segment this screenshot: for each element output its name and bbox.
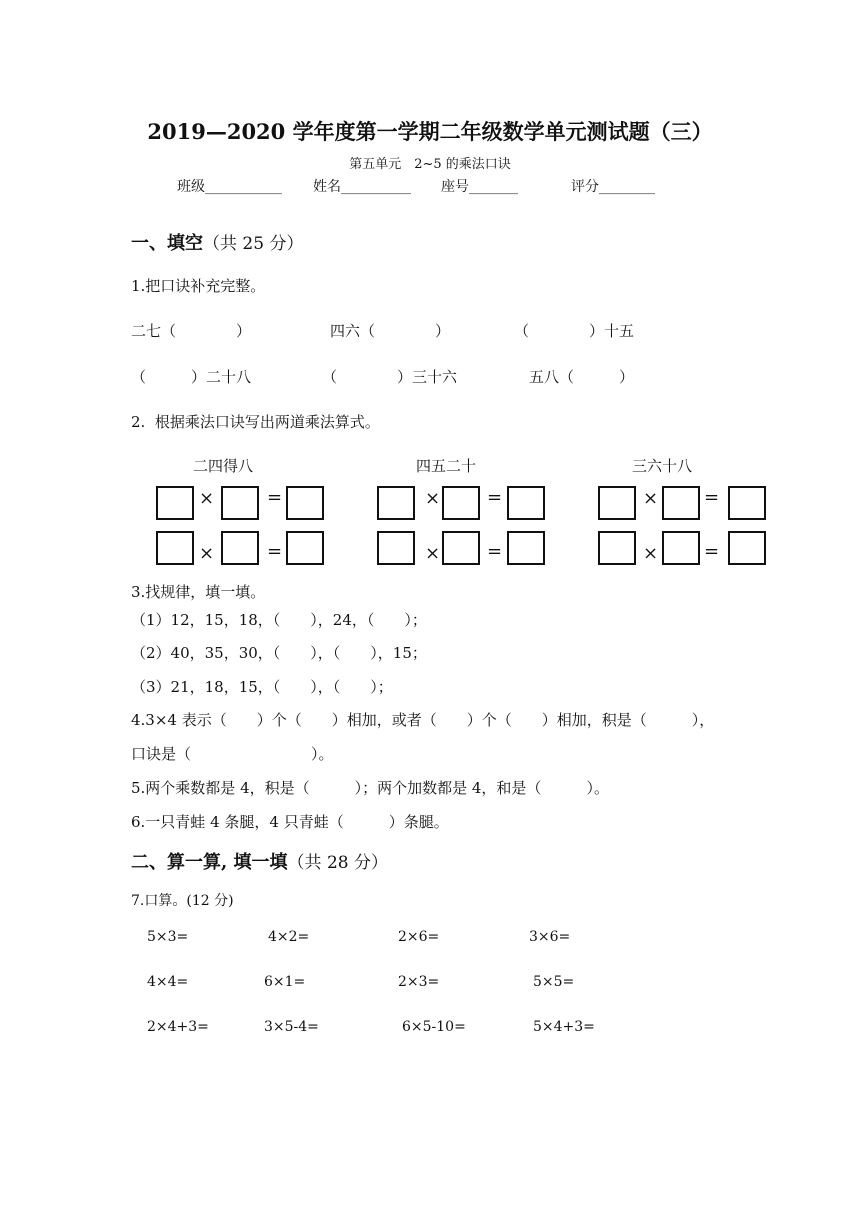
oral-calc-item[interactable]: 3×5-4= [264,1019,319,1035]
q3-item-1[interactable]: （1）12，15，18，（ ），24，（ ）； [131,611,427,629]
answer-box[interactable] [156,486,194,520]
answer-box[interactable] [507,531,545,565]
page-title: 2019—2020 学年度第一学期二年级数学单元测试题（三） [147,119,713,144]
times-sign: × [643,488,659,509]
answer-box[interactable] [728,531,766,565]
answer-box[interactable] [662,486,700,520]
name-field[interactable]: 姓名__________ [313,179,411,195]
oral-calc-item[interactable]: 6×5-10= [402,1019,466,1035]
oral-calc-item[interactable]: 6×1= [264,974,306,990]
unit-subtitle: 第五单元 2~5 的乘法口诀 [349,157,511,172]
times-sign: × [643,543,659,564]
equals-sign: = [704,487,720,508]
q1-blank-2[interactable]: 四六（ ） [330,322,451,340]
answer-box[interactable] [442,486,480,520]
q5[interactable]: 5.两个乘数都是 4，积是（ ）；两个加数都是 4，和是（ ）。 [131,779,609,797]
answer-box[interactable] [662,531,700,565]
answer-box[interactable] [286,486,324,520]
times-sign: × [199,488,215,509]
q4-line-2[interactable]: 口诀是（ ）。 [131,745,334,763]
oral-calc-item[interactable]: 4×4= [147,974,189,990]
answer-box[interactable] [442,531,480,565]
answer-box[interactable] [598,531,636,565]
times-sign: × [425,543,441,564]
answer-box[interactable] [377,486,415,520]
q1-blank-5[interactable]: （ ）三十六 [322,368,458,386]
seat-field[interactable]: 座号_______ [441,179,518,195]
answer-box[interactable] [156,531,194,565]
q3-prompt: 3.找规律，填一填。 [131,583,266,601]
q6[interactable]: 6.一只青蛙 4 条腿，4 只青蛙（ ）条腿。 [131,813,449,831]
equals-sign: = [267,541,283,562]
q1-blank-1[interactable]: 二七（ ） [131,322,252,340]
q7-prompt: 7.口算。(12 分) [131,893,234,909]
score-field[interactable]: 评分________ [571,179,655,195]
q1-blank-6[interactable]: 五八（ ） [529,368,635,386]
oral-calc-item[interactable]: 5×3= [147,929,189,945]
q1-prompt: 1.把口诀补充完整。 [131,277,266,295]
oral-calc-item[interactable]: 2×3= [398,974,440,990]
oral-calc-item[interactable]: 3×6= [529,929,571,945]
q3-item-2[interactable]: （2）40，35，30，（ ），（ ），15； [131,644,427,662]
section-2-heading: 二、算一算, 填一填（共 28 分） [131,852,388,873]
equals-sign: = [487,541,503,562]
times-sign: × [199,543,215,564]
oral-calc-item[interactable]: 2×6= [398,929,440,945]
q2-prompt: 2. 根据乘法口诀写出两道乘法算式。 [131,413,380,431]
equals-sign: = [704,541,720,562]
section-1-heading: 一、填空（共 25 分） [131,233,304,254]
answer-box[interactable] [221,486,259,520]
answer-box[interactable] [286,531,324,565]
oral-calc-item[interactable]: 4×2= [268,929,310,945]
oral-calc-item[interactable]: 5×5= [533,974,575,990]
answer-box[interactable] [377,531,415,565]
oral-calc-item[interactable]: 5×4+3= [533,1019,595,1035]
q4-line-1[interactable]: 4.3×4 表示（ ）个（ ）相加，或者（ ）个（ ）相加，积是（ ）， [131,711,715,729]
equals-sign: = [487,487,503,508]
q2-group-label-1: 二四得八 [193,457,254,475]
q2-group-label-3: 三六十八 [632,457,693,475]
answer-box[interactable] [728,486,766,520]
q1-blank-4[interactable]: （ ）二十八 [131,368,252,386]
class-field[interactable]: 班级___________ [177,179,282,195]
q1-blank-3[interactable]: （ ）十五 [514,322,635,340]
equals-sign: = [267,487,283,508]
oral-calc-item[interactable]: 2×4+3= [147,1019,209,1035]
answer-box[interactable] [507,486,545,520]
times-sign: × [425,488,441,509]
answer-box[interactable] [221,531,259,565]
q3-item-3[interactable]: （3）21，18，15，（ ），（ ）； [131,678,393,696]
answer-box[interactable] [598,486,636,520]
q2-group-label-2: 四五二十 [416,457,477,475]
